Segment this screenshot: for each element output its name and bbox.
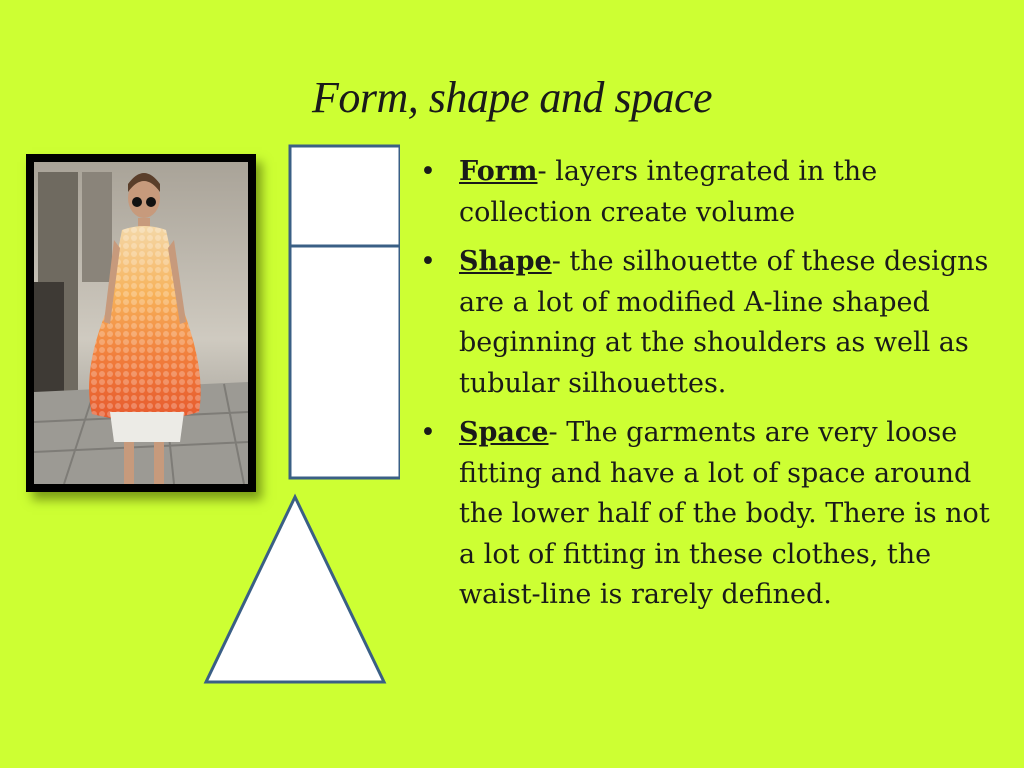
bullet-list [418,152,1008,625]
bullet-marker: • [420,246,436,277]
triangle-shape [206,497,384,682]
bullet-text: - the silhouette of these designs are a lot of modified A-line shaped beginning at the shoulders as well as tubular silhouettes. [459,246,989,399]
bullet-shape [418,242,1008,404]
rectangle-shape-bottom [290,246,400,478]
bullet-term: Space [459,417,549,448]
silhouette-shapes [200,140,400,690]
bullet-term: Form [459,156,538,187]
bullet-text: - The garments are very loose fitting and have a lot of space around the lower half of the body. There is not a lot of fitting in these clothes, the waist-line is rarely defined. [459,417,990,610]
slide-title: Form, shape and space [311,73,713,122]
bullet-marker: • [420,156,436,187]
bullet-term: Shape [459,246,552,277]
bullet-text: - layers integrated in the collection create volume [459,156,878,228]
bullet-form [418,152,1008,233]
bullet-marker: • [420,417,436,448]
rectangle-shape-top [290,146,400,246]
bullet-space [418,413,1008,616]
